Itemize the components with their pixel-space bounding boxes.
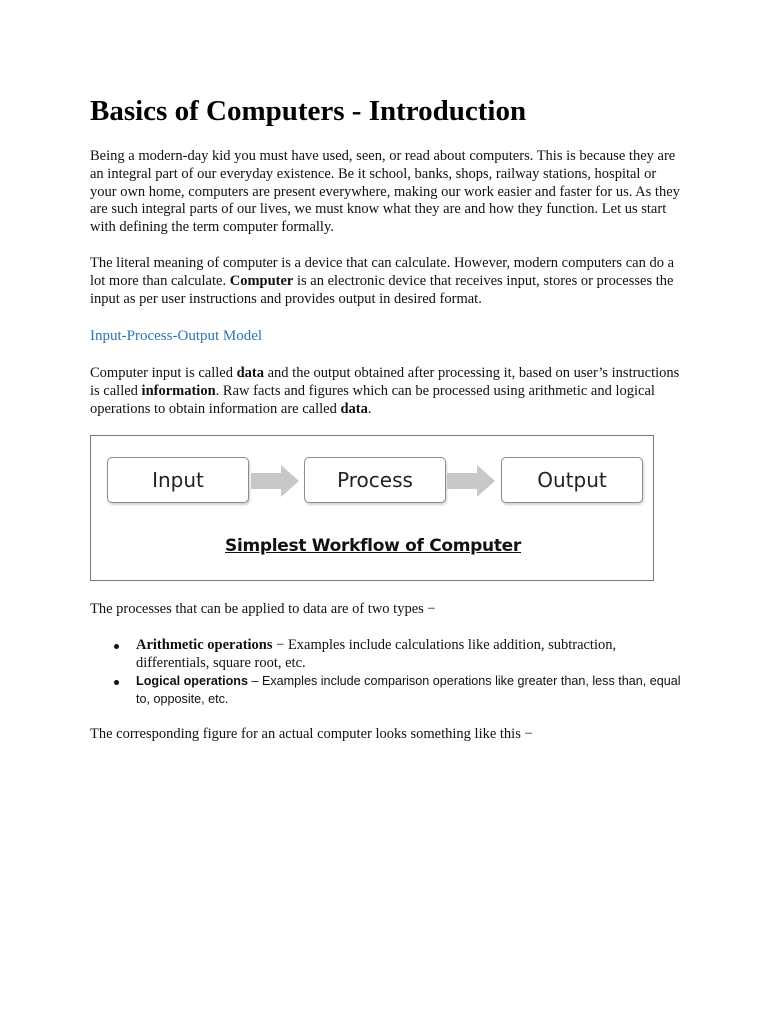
list-item-term: Logical operations: [136, 674, 248, 688]
model-paragraph: [90, 365, 682, 418]
page-title: Basics of Computers - Introduction: [90, 95, 527, 127]
model-term-data: data: [236, 365, 264, 381]
bullet-icon: [114, 644, 119, 649]
input-box: Input: [107, 457, 249, 503]
list-item-text: − Examples include calculations like addition, subtraction, differentials, square root, etc.: [136, 637, 617, 671]
arrow-right-icon: [251, 465, 301, 497]
model-part3: . Raw facts and figures which can be processed using arithmetic and logical operations to obtain information are called: [90, 382, 655, 417]
definition-text-before: The literal meaning of computer is a device that can calculate. However, modern computers can do a lot more than calculate.: [90, 255, 675, 289]
intro-paragraph: Being a modern-day kid you must have used, seen, or read about computers. This is because they are an integral part of our everyday existence. Be it school, banks, shops, railway stations, hospital or your own home, computers are present everywhere, making our work easier and faster for us. As they are such integral parts of our lives, we must know what they are and how they function. Let us start with defining the term computer formally.: [90, 148, 680, 236]
bullet-icon: [114, 680, 119, 685]
section-heading: Input-Process-Output Model: [90, 328, 263, 344]
model-term-data-2: data: [340, 400, 368, 417]
arrow-shape: [251, 465, 299, 497]
list-item-arithmetic: [90, 637, 682, 672]
output-box: Output: [501, 457, 643, 503]
model-term-information: information: [141, 382, 216, 399]
processes-intro: The processes that can be applied to data are of two types −: [90, 601, 436, 617]
process-box: Process: [304, 457, 446, 503]
definition-text-after: is an electronic device that receives input, stores or processes the input as per user instructions and provides output in desired format.: [90, 272, 674, 307]
model-part1: Computer input is called: [90, 365, 237, 381]
operations-list: [90, 637, 682, 709]
workflow-figure: [90, 435, 654, 581]
model-part4: .: [367, 400, 372, 417]
definition-term: Computer: [229, 272, 294, 289]
arrow-shape: [447, 465, 495, 497]
list-item-term: Arithmetic operations: [136, 637, 273, 653]
figure-caption: Simplest Workflow of Computer: [225, 536, 521, 556]
list-item-text: – Examples include comparison operations like greater than, less than, equal to, opposite, etc.: [136, 674, 681, 706]
definition-paragraph: [90, 255, 682, 308]
list-item-logical: [90, 673, 682, 708]
closing-paragraph: The corresponding figure for an actual computer looks something like this −: [90, 726, 533, 742]
arrow-right-icon: [447, 465, 497, 497]
model-part2: and the output obtained after processing it, based on user’s instructions is called: [90, 365, 680, 399]
